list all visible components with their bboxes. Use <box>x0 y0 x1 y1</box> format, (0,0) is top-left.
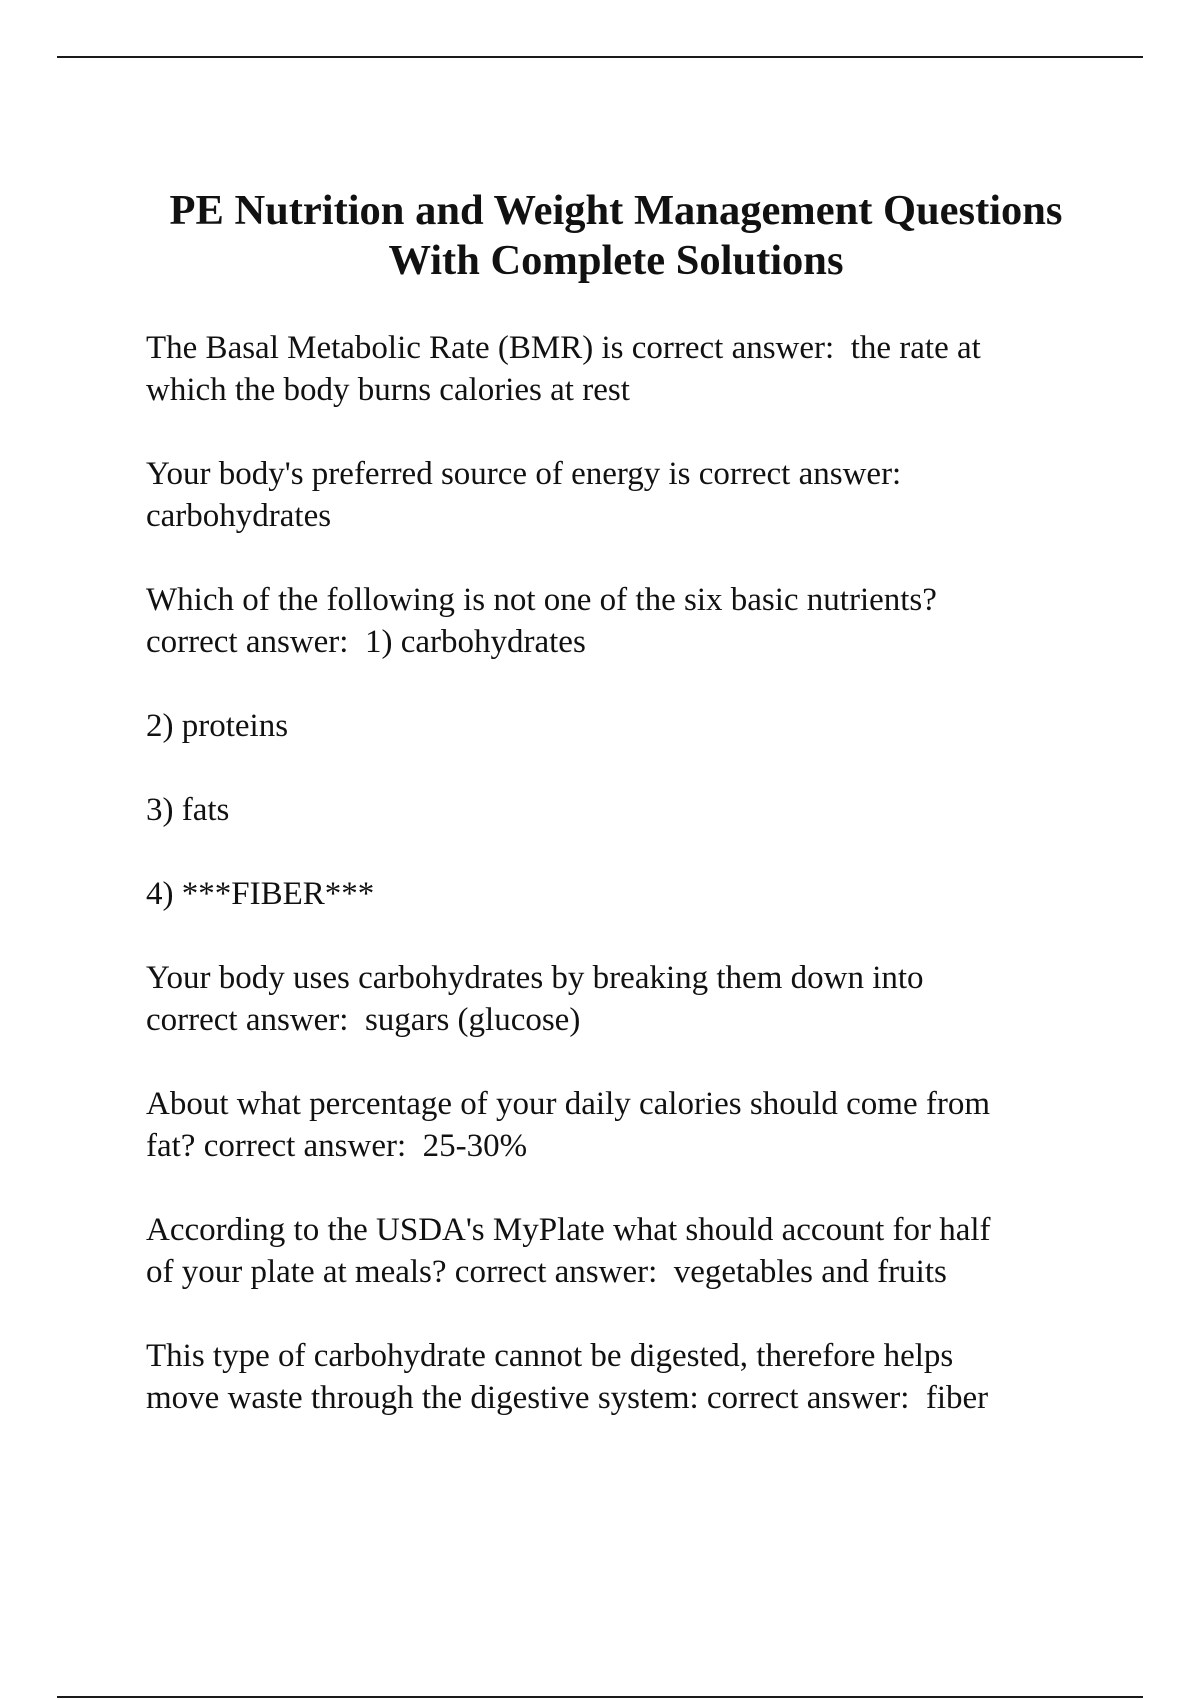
text-line: Your body's preferred source of energy is correct answer: <box>146 456 902 492</box>
qa-item-energy-source <box>146 453 1086 537</box>
text-line: carbohydrates <box>146 498 332 534</box>
text-line: 2) proteins <box>146 708 289 744</box>
text-line: move waste through the digestive system: correct answer: fiber <box>146 1380 989 1416</box>
text-line: This type of carbohydrate cannot be digested, therefore helps <box>146 1338 954 1374</box>
footer-rule <box>57 1696 1143 1698</box>
title-line: With Complete Solutions <box>388 237 844 284</box>
text-line: correct answer: 1) carbohydrates <box>146 624 586 660</box>
text-line: Which of the following is not one of the six basic nutrients? <box>146 582 937 618</box>
document-title <box>146 186 1086 286</box>
qa-item-fiber <box>146 1335 1086 1419</box>
text-line: 3) fats <box>146 792 230 828</box>
text-line: correct answer: sugars (glucose) <box>146 1002 581 1038</box>
qa-content <box>146 327 1086 1419</box>
header-rule <box>57 56 1143 58</box>
qa-item-myplate <box>146 1209 1086 1293</box>
qa-item-bmr <box>146 327 1086 411</box>
option-proteins <box>146 705 1086 747</box>
title-line: PE Nutrition and Weight Management Questions <box>169 187 1063 234</box>
text-line: The Basal Metabolic Rate (BMR) is correct answer: the rate at <box>146 330 981 366</box>
option-fats <box>146 789 1086 831</box>
text-line: According to the USDA's MyPlate what should account for half <box>146 1212 991 1248</box>
document-page <box>146 186 1086 1461</box>
text-line: 4) ***FIBER*** <box>146 876 375 912</box>
option-fiber <box>146 873 1086 915</box>
qa-item-fat-percentage <box>146 1083 1086 1167</box>
text-line: Your body uses carbohydrates by breaking them down into <box>146 960 924 996</box>
qa-item-six-nutrients <box>146 579 1086 663</box>
text-line: About what percentage of your daily calories should come from <box>146 1086 990 1122</box>
qa-item-carb-breakdown <box>146 957 1086 1041</box>
text-line: which the body burns calories at rest <box>146 372 630 408</box>
text-line: of your plate at meals? correct answer: vegetables and fruits <box>146 1254 947 1290</box>
text-line: fat? correct answer: 25-30% <box>146 1128 528 1164</box>
